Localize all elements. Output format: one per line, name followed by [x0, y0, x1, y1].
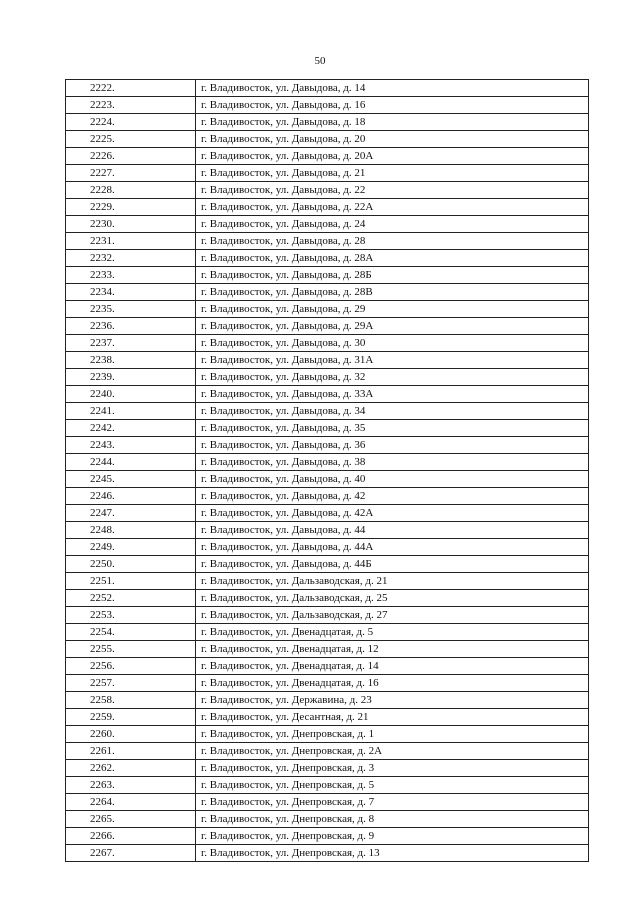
row-address: г. Владивосток, ул. Давыдова, д. 40 [196, 471, 589, 488]
table-row [66, 726, 589, 743]
table-row [66, 284, 589, 301]
row-address: г. Владивосток, ул. Давыдова, д. 28 [196, 233, 589, 250]
row-number: 2239. [66, 369, 196, 386]
table-row [66, 777, 589, 794]
row-number: 2260. [66, 726, 196, 743]
table-row [66, 403, 589, 420]
row-number: 2259. [66, 709, 196, 726]
row-address: г. Владивосток, ул. Двенадцатая, д. 16 [196, 675, 589, 692]
table-row [66, 505, 589, 522]
row-address: г. Владивосток, ул. Дальзаводская, д. 25 [196, 590, 589, 607]
row-number: 2229. [66, 199, 196, 216]
table-row [66, 386, 589, 403]
row-address: г. Владивосток, ул. Давыдова, д. 21 [196, 165, 589, 182]
table-row [66, 471, 589, 488]
table-row [66, 131, 589, 148]
row-number: 2228. [66, 182, 196, 199]
row-address: г. Владивосток, ул. Давыдова, д. 28А [196, 250, 589, 267]
row-number: 2247. [66, 505, 196, 522]
row-address: г. Владивосток, ул. Днепровская, д. 7 [196, 794, 589, 811]
row-number: 2231. [66, 233, 196, 250]
row-address: г. Владивосток, ул. Давыдова, д. 38 [196, 454, 589, 471]
table-row [66, 420, 589, 437]
row-address: г. Владивосток, ул. Давыдова, д. 29 [196, 301, 589, 318]
table-row [66, 114, 589, 131]
row-address: г. Владивосток, ул. Давыдова, д. 44 [196, 522, 589, 539]
row-address: г. Владивосток, ул. Десантная, д. 21 [196, 709, 589, 726]
address-table-body [66, 80, 589, 862]
row-address: г. Владивосток, ул. Днепровская, д. 9 [196, 828, 589, 845]
row-address: г. Владивосток, ул. Давыдова, д. 16 [196, 97, 589, 114]
row-number: 2252. [66, 590, 196, 607]
table-row [66, 760, 589, 777]
row-address: г. Владивосток, ул. Днепровская, д. 8 [196, 811, 589, 828]
row-number: 2225. [66, 131, 196, 148]
row-number: 2226. [66, 148, 196, 165]
row-address: г. Владивосток, ул. Давыдова, д. 32 [196, 369, 589, 386]
row-number: 2246. [66, 488, 196, 505]
row-number: 2251. [66, 573, 196, 590]
row-address: г. Владивосток, ул. Давыдова, д. 36 [196, 437, 589, 454]
row-address: г. Владивосток, ул. Днепровская, д. 13 [196, 845, 589, 862]
row-address: г. Владивосток, ул. Давыдова, д. 44А [196, 539, 589, 556]
row-number: 2230. [66, 216, 196, 233]
table-row [66, 488, 589, 505]
row-number: 2262. [66, 760, 196, 777]
row-address: г. Владивосток, ул. Давыдова, д. 18 [196, 114, 589, 131]
page-number: 50 [314, 55, 326, 67]
table-row [66, 828, 589, 845]
row-address: г. Владивосток, ул. Давыдова, д. 42А [196, 505, 589, 522]
row-number: 2241. [66, 403, 196, 420]
table-row [66, 522, 589, 539]
row-address: г. Владивосток, ул. Дальзаводская, д. 21 [196, 573, 589, 590]
row-number: 2265. [66, 811, 196, 828]
table-row [66, 607, 589, 624]
row-address: г. Владивосток, ул. Двенадцатая, д. 14 [196, 658, 589, 675]
table-row [66, 573, 589, 590]
table-row [66, 675, 589, 692]
row-address: г. Владивосток, ул. Давыдова, д. 14 [196, 80, 589, 97]
table-row [66, 216, 589, 233]
row-number: 2266. [66, 828, 196, 845]
row-number: 2255. [66, 641, 196, 658]
row-address: г. Владивосток, ул. Давыдова, д. 24 [196, 216, 589, 233]
row-number: 2250. [66, 556, 196, 573]
address-table [65, 79, 589, 862]
table-row [66, 437, 589, 454]
row-address: г. Владивосток, ул. Давыдова, д. 33А [196, 386, 589, 403]
row-number: 2257. [66, 675, 196, 692]
row-address: г. Владивосток, ул. Давыдова, д. 29А [196, 318, 589, 335]
row-number: 2256. [66, 658, 196, 675]
row-number: 2245. [66, 471, 196, 488]
row-address: г. Владивосток, ул. Давыдова, д. 31А [196, 352, 589, 369]
table-row [66, 250, 589, 267]
row-number: 2253. [66, 607, 196, 624]
row-address: г. Владивосток, ул. Давыдова, д. 44Б [196, 556, 589, 573]
row-number: 2248. [66, 522, 196, 539]
table-row [66, 182, 589, 199]
row-address: г. Владивосток, ул. Дальзаводская, д. 27 [196, 607, 589, 624]
row-address: г. Владивосток, ул. Давыдова, д. 20А [196, 148, 589, 165]
table-row [66, 369, 589, 386]
table-row [66, 148, 589, 165]
table-row [66, 301, 589, 318]
row-number: 2258. [66, 692, 196, 709]
row-number: 2244. [66, 454, 196, 471]
table-row [66, 267, 589, 284]
row-address: г. Владивосток, ул. Днепровская, д. 5 [196, 777, 589, 794]
row-address: г. Владивосток, ул. Державина, д. 23 [196, 692, 589, 709]
row-address: г. Владивосток, ул. Днепровская, д. 3 [196, 760, 589, 777]
row-number: 2261. [66, 743, 196, 760]
table-row [66, 539, 589, 556]
table-row [66, 233, 589, 250]
row-number: 2232. [66, 250, 196, 267]
table-row [66, 590, 589, 607]
row-number: 2254. [66, 624, 196, 641]
row-address: г. Владивосток, ул. Двенадцатая, д. 12 [196, 641, 589, 658]
table-row [66, 165, 589, 182]
row-address: г. Владивосток, ул. Днепровская, д. 1 [196, 726, 589, 743]
row-number: 2242. [66, 420, 196, 437]
row-address: г. Владивосток, ул. Давыдова, д. 42 [196, 488, 589, 505]
table-row [66, 556, 589, 573]
table-row [66, 199, 589, 216]
row-address: г. Владивосток, ул. Давыдова, д. 35 [196, 420, 589, 437]
row-address: г. Владивосток, ул. Давыдова, д. 22А [196, 199, 589, 216]
table-row [66, 335, 589, 352]
row-number: 2236. [66, 318, 196, 335]
table-row [66, 352, 589, 369]
table-row [66, 743, 589, 760]
row-number: 2223. [66, 97, 196, 114]
row-number: 2222. [66, 80, 196, 97]
row-number: 2234. [66, 284, 196, 301]
row-address: г. Владивосток, ул. Давыдова, д. 28В [196, 284, 589, 301]
table-row [66, 658, 589, 675]
row-number: 2237. [66, 335, 196, 352]
table-row [66, 80, 589, 97]
table-row [66, 794, 589, 811]
table-row [66, 845, 589, 862]
row-address: г. Владивосток, ул. Давыдова, д. 28Б [196, 267, 589, 284]
table-row [66, 454, 589, 471]
row-number: 2227. [66, 165, 196, 182]
table-row [66, 624, 589, 641]
row-number: 2267. [66, 845, 196, 862]
table-row [66, 318, 589, 335]
row-number: 2224. [66, 114, 196, 131]
row-address: г. Владивосток, ул. Давыдова, д. 34 [196, 403, 589, 420]
table-row [66, 811, 589, 828]
row-number: 2233. [66, 267, 196, 284]
row-address: г. Владивосток, ул. Днепровская, д. 2А [196, 743, 589, 760]
row-address: г. Владивосток, ул. Давыдова, д. 20 [196, 131, 589, 148]
table-row [66, 692, 589, 709]
row-number: 2240. [66, 386, 196, 403]
table-row [66, 641, 589, 658]
row-address: г. Владивосток, ул. Давыдова, д. 30 [196, 335, 589, 352]
row-number: 2243. [66, 437, 196, 454]
table-row [66, 97, 589, 114]
row-number: 2264. [66, 794, 196, 811]
row-address: г. Владивосток, ул. Давыдова, д. 22 [196, 182, 589, 199]
row-address: г. Владивосток, ул. Двенадцатая, д. 5 [196, 624, 589, 641]
row-number: 2238. [66, 352, 196, 369]
table-row [66, 709, 589, 726]
row-number: 2263. [66, 777, 196, 794]
row-number: 2235. [66, 301, 196, 318]
row-number: 2249. [66, 539, 196, 556]
